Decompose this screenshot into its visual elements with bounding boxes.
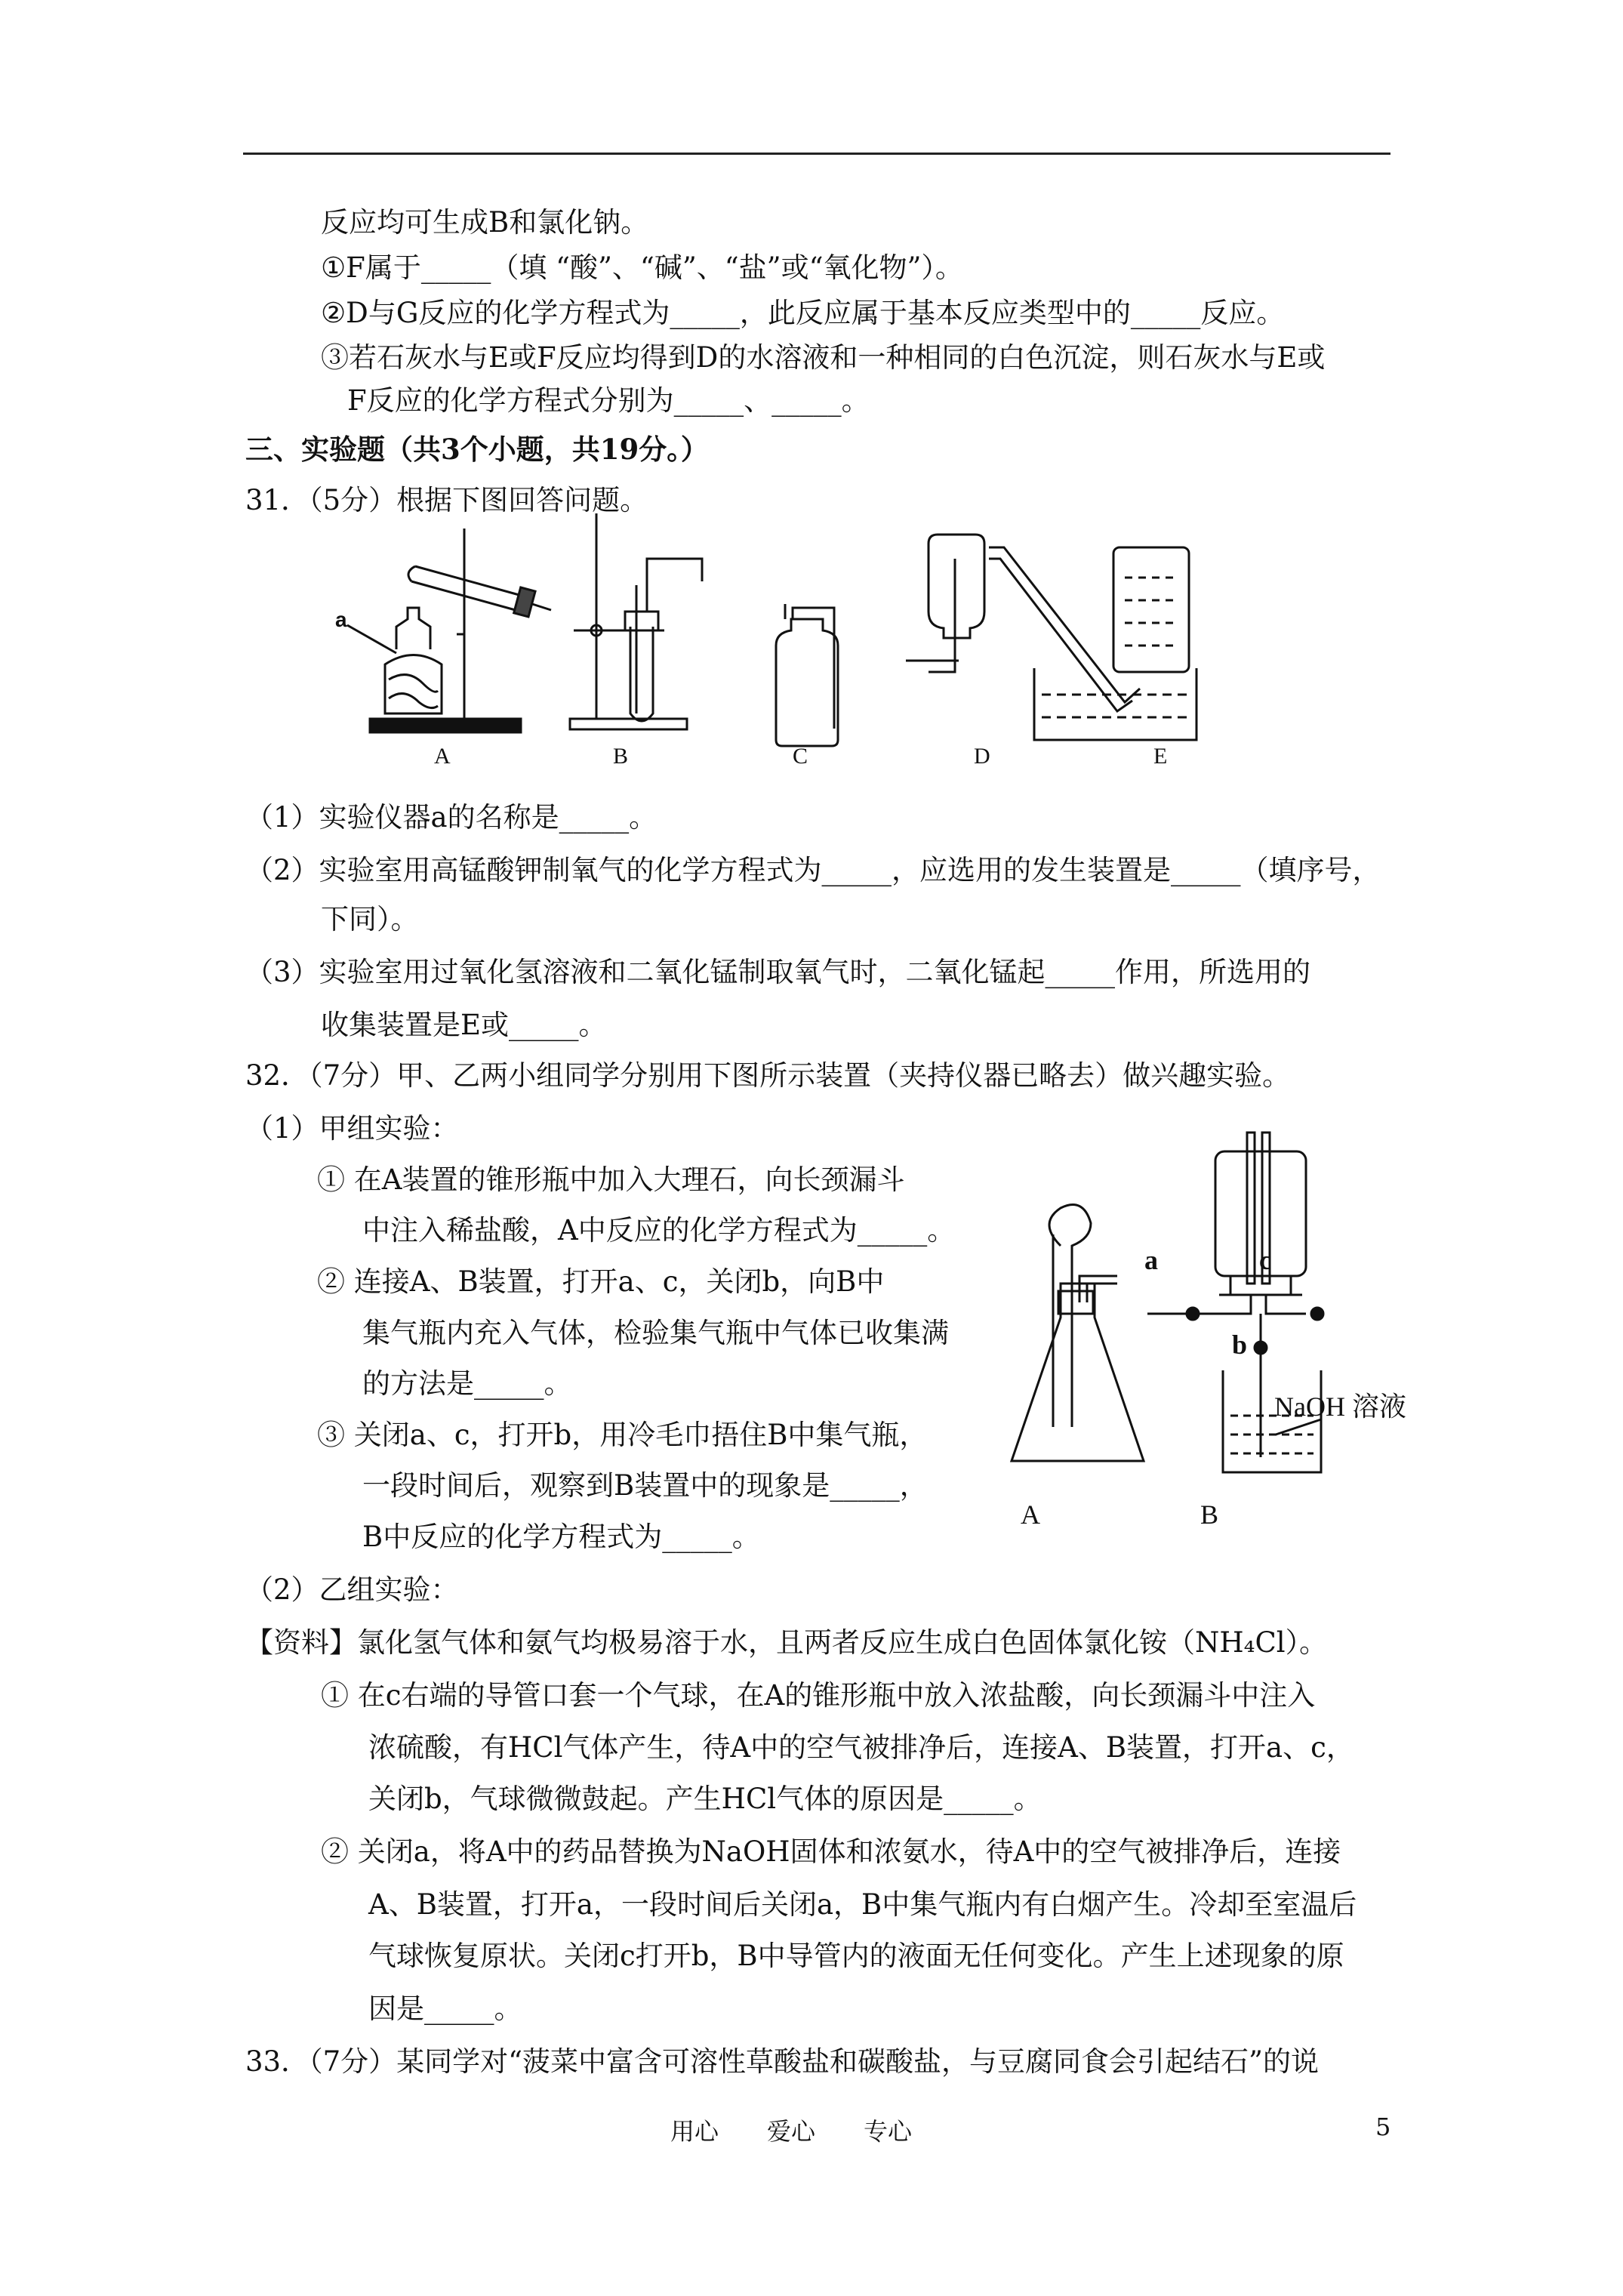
label-instrument-a: a xyxy=(335,608,347,631)
text-line: （2）乙组实验： xyxy=(245,1573,459,1606)
apparatus-d xyxy=(906,535,984,672)
text-line: 收集装置是E或_____。 xyxy=(321,1009,607,1041)
apparatus-e xyxy=(989,547,1196,740)
text-line: （1）甲组实验： xyxy=(245,1112,459,1145)
fig1-label-e: E xyxy=(1153,744,1168,769)
fig2-label-a: a xyxy=(1144,1245,1158,1275)
text-line: F反应的化学方程式分别为_____、_____。 xyxy=(347,384,870,417)
text-line: ③ 关闭a、c，打开b，用冷毛巾捂住B中集气瓶， xyxy=(317,1419,928,1451)
text-line: B中反应的化学方程式为_____。 xyxy=(362,1521,760,1553)
text-line: 反应均可生成B和氯化钠。 xyxy=(321,206,649,239)
fig2-label-b: b xyxy=(1232,1330,1248,1360)
text-line: （2）实验室用高锰酸钾制氧气的化学方程式为_____，应选用的发生装置是_____（填序号， xyxy=(245,854,1381,886)
text-line: 的方法是_____。 xyxy=(362,1367,572,1400)
fig1-label-a: A xyxy=(434,744,451,769)
apparatus-c xyxy=(776,604,838,746)
text-line: 31．（5分）根据下图回答问题。 xyxy=(245,484,648,516)
fig1-label-c: C xyxy=(793,744,808,769)
text-line: 因是_____。 xyxy=(368,1992,522,2025)
text-line: ② 连接A、B装置，打开a、c，关闭b，向B中 xyxy=(317,1265,885,1298)
figure-31-apparatus xyxy=(325,513,1246,770)
text-line: 一段时间后，观察到B装置中的现象是_____， xyxy=(362,1469,928,1502)
text-line: 【资料】氯化氢气体和氨气均极易溶于水，且两者反应生成白色固体氯化铵（NH₄Cl）。 xyxy=(245,1626,1328,1659)
fig2-label-flask-a: A xyxy=(1021,1499,1040,1530)
header-rule xyxy=(243,153,1390,155)
text-line: 下同）。 xyxy=(321,903,419,935)
fig1-label-b: B xyxy=(613,744,629,769)
fig2-label-setup-b: B xyxy=(1200,1499,1219,1530)
fig2-label-c: c xyxy=(1259,1245,1271,1275)
text-line: 气球恢复原状。关闭c打开b，B中导管内的液面无任何变化。产生上述现象的原 xyxy=(368,1940,1344,1972)
text-line: ① 在A装置的锥形瓶中加入大理石，向长颈漏斗 xyxy=(317,1163,905,1196)
text-line: ①F属于_____（填 “酸”、“碱”、“盐”或“氧化物”）。 xyxy=(321,251,963,284)
text-line: 集气瓶内充入气体，检验集气瓶中气体已收集满 xyxy=(362,1317,949,1349)
text-line: ②D与G反应的化学方程式为_____，此反应属于基本反应类型中的_____反应。 xyxy=(321,297,1285,329)
fig1-label-d: D xyxy=(974,744,990,769)
text-line: 关闭b，气球微微鼓起。产生HCl气体的原因是_____。 xyxy=(368,1783,1042,1815)
text-line: ③若石灰水与E或F反应均得到D的水溶液和一种相同的白色沉淀，则石灰水与E或 xyxy=(321,341,1326,374)
apparatus-a xyxy=(347,529,551,732)
text-line: （1）实验仪器a的名称是_____。 xyxy=(245,801,658,834)
text-line: 三、实验题（共3个小题，共19分。） xyxy=(245,433,709,466)
text-line: A、B装置，打开a，一段时间后关闭a，B中集气瓶内有白烟产生。冷却至室温后 xyxy=(368,1888,1357,1921)
text-line: ① 在c右端的导管口套一个气球，在A的锥形瓶中放入浓盐酸，向长颈漏斗中注入 xyxy=(321,1679,1316,1712)
text-line: 33．（7分）某同学对“菠菜中富含可溶性草酸盐和碳酸盐，与豆腐同食会引起结石”的说 xyxy=(245,2045,1319,2078)
text-line: 中注入稀盐酸，A中反应的化学方程式为_____。 xyxy=(362,1214,956,1247)
flask-a xyxy=(1012,1205,1144,1462)
fig2-naoh-label: NaOH 溶液 xyxy=(1274,1391,1406,1422)
text-line: 浓硫酸，有HCl气体产生，待A中的空气被排净后，连接A、B装置，打开a、c， xyxy=(368,1731,1354,1764)
text-line: ② 关闭a，将A中的药品替换为NaOH固体和浓氨水，待A中的空气被排净后，连接 xyxy=(321,1835,1341,1868)
apparatus-b xyxy=(570,513,702,729)
text-line: 32．（7分）甲、乙两小组同学分别用下图所示装置（夹持仪器已略去）做兴趣实验。 xyxy=(245,1059,1291,1092)
text-line: （3）实验室用过氧化氢溶液和二氧化锰制取氧气时，二氧化锰起_____作用，所选用的 xyxy=(245,956,1311,988)
figure-32-apparatus xyxy=(966,1125,1419,1487)
page-number: 5 xyxy=(1375,2113,1391,2141)
footer-motto: 用心 爱心 专心 xyxy=(670,2117,913,2146)
